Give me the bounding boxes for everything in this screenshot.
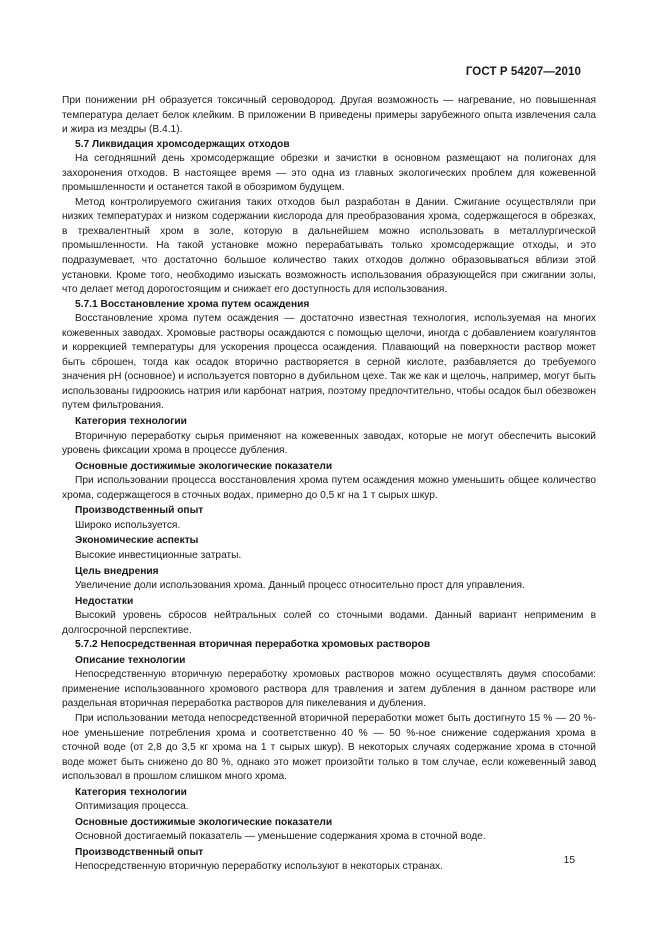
paragraph: Высокие инвестиционные затраты. (75, 549, 242, 561)
paragraph: Основной достигаемый показатель — уменьшение содержания хрома в сточной воде. (75, 831, 486, 843)
page-number: 15 (563, 855, 575, 866)
paragraph: На сегодняшний день хромсодержащие обрезки и зачистки в основном размещают на полигонах для захоронения отходов. В настоящее время — это одна из главных экологических проблем для кожевенной промышленности и останется такой в обозримом будущем. (62, 153, 596, 194)
paragraph: Оптимизация процесса. (75, 801, 189, 813)
section-heading: Недостатки (75, 595, 134, 607)
body-text (62, 94, 596, 875)
section-heading: Категория технологии (75, 416, 187, 428)
section-heading: Категория технологии (75, 786, 187, 798)
section-heading: Основные достижимые экологические показатели (75, 460, 333, 472)
section-heading: Производственный опыт (75, 846, 204, 858)
paragraph: Увеличение доли использования хрома. Данный процесс относительно прост для управления. (75, 580, 525, 592)
section-heading: 5.7 Ликвидация хромсодержащих отходов (75, 138, 290, 150)
section-heading: Основные достижимые экологические показатели (75, 816, 333, 828)
paragraph: Широко используется. (75, 519, 181, 531)
standard-header: ГОСТ Р 54207—2010 (465, 66, 581, 78)
section-heading: Описание технологии (75, 654, 186, 666)
paragraph: При понижении pH образуется токсичный сероводород. Другая возможность — нагревание, но повышенная температура делает белок клейким. В приложении В приведены примеры зарубежного опыта извлечения сала и жира из мездры (В.4.1). (62, 95, 596, 136)
section-heading: 5.7.2 Непосредственная вторичная переработка хромовых растворов (75, 639, 431, 651)
section-heading: Экономические аспекты (75, 535, 199, 547)
section-heading: 5.7.1 Восстановление хрома путем осаждения (75, 298, 310, 310)
section-heading: Производственный опыт (75, 505, 204, 517)
paragraph: При использовании метода непосредственной вторичной переработки может быть достигнуто 15 % — 20 %-ное уменьшение потребления хрома и соответственно 40 % — 50 %-ное снижение содержания хрома в сточной воде (от 2,8 до 3,5 кг хрома на 1 т сырых шкур). В некоторых случаях содержание хрома в сточной воде может быть снижено до 80 %, однако это может произойти только в том случае, если кожевенный завод использовал в прошлом слишком много хрома. (62, 712, 596, 783)
paragraph: Высокий уровень сбросов нейтральных солей со сточными водами. Данный вариант неприменим в долгосрочной перспективе. (62, 610, 596, 636)
paragraph: Вторичную переработку сырья применяют на кожевенных заводах, которые не могут обеспечить высокий уровень фиксации хрома в процессе дубления. (62, 430, 596, 457)
paragraph: Непосредственную вторичную переработку хромовых растворов можно осуществлять двумя способами: применение использованного хромового раствора для травления и затем дубления в данном растворе или раздельная вторичная переработка растворов для пикелевания и дубления. (62, 669, 596, 710)
paragraph: При использовании процесса восстановления хрома путем осаждения можно уменьшить общее количество хрома, содержащегося в сточных водах, примерно до 0,5 кг на 1 т сырых шкур. (62, 475, 596, 501)
paragraph: Непосредственную вторичную переработку используют в некоторых странах. (75, 861, 443, 873)
paragraph: Восстановление хрома путем осаждения — достаточно известная технология, используемая на многих кожевенных заводах. Хромовые растворы осаждаются с помощью щелочи, иногда с добавлением коагулянтов и коррекцией температуры для ускорения процесса осаждения. Плавающий на поверхности раствор может быть сброшен, тогда как осадок вторично растворяется в серной кислоте, разбавляется до требуемого значения pH (основное) и используется повторно в дубильном цехе. Так же как и щелочь, например, могут быть использованы гидроокись натрия или карбонат натрия, поэтому предпочтительно, чтобы осадок был обезвожен путем фильтрования. (62, 313, 596, 412)
paragraph: Метод контролируемого сжигания таких отходов был разработан в Дании. Сжигание осуществляли при низких температурах и низком содержании кислорода для преобразования хрома, содержащегося в обрезках, в трехвалентный хром в золе, которую в дальнейшем можно использовать в металлургической промышленности. На такой установке можно перерабатывать только хромсодержащие отходы, и это подразумевает, что достаточно большое количество таких отходов должно образовываться вблизи этой установки. Кроме того, необходимо изыскать возможность использования образующейся при сжигании золы, что делает метод дорогостоящим и снижает его доступность для использования. (62, 196, 596, 296)
section-heading: Цель внедрения (75, 565, 159, 577)
